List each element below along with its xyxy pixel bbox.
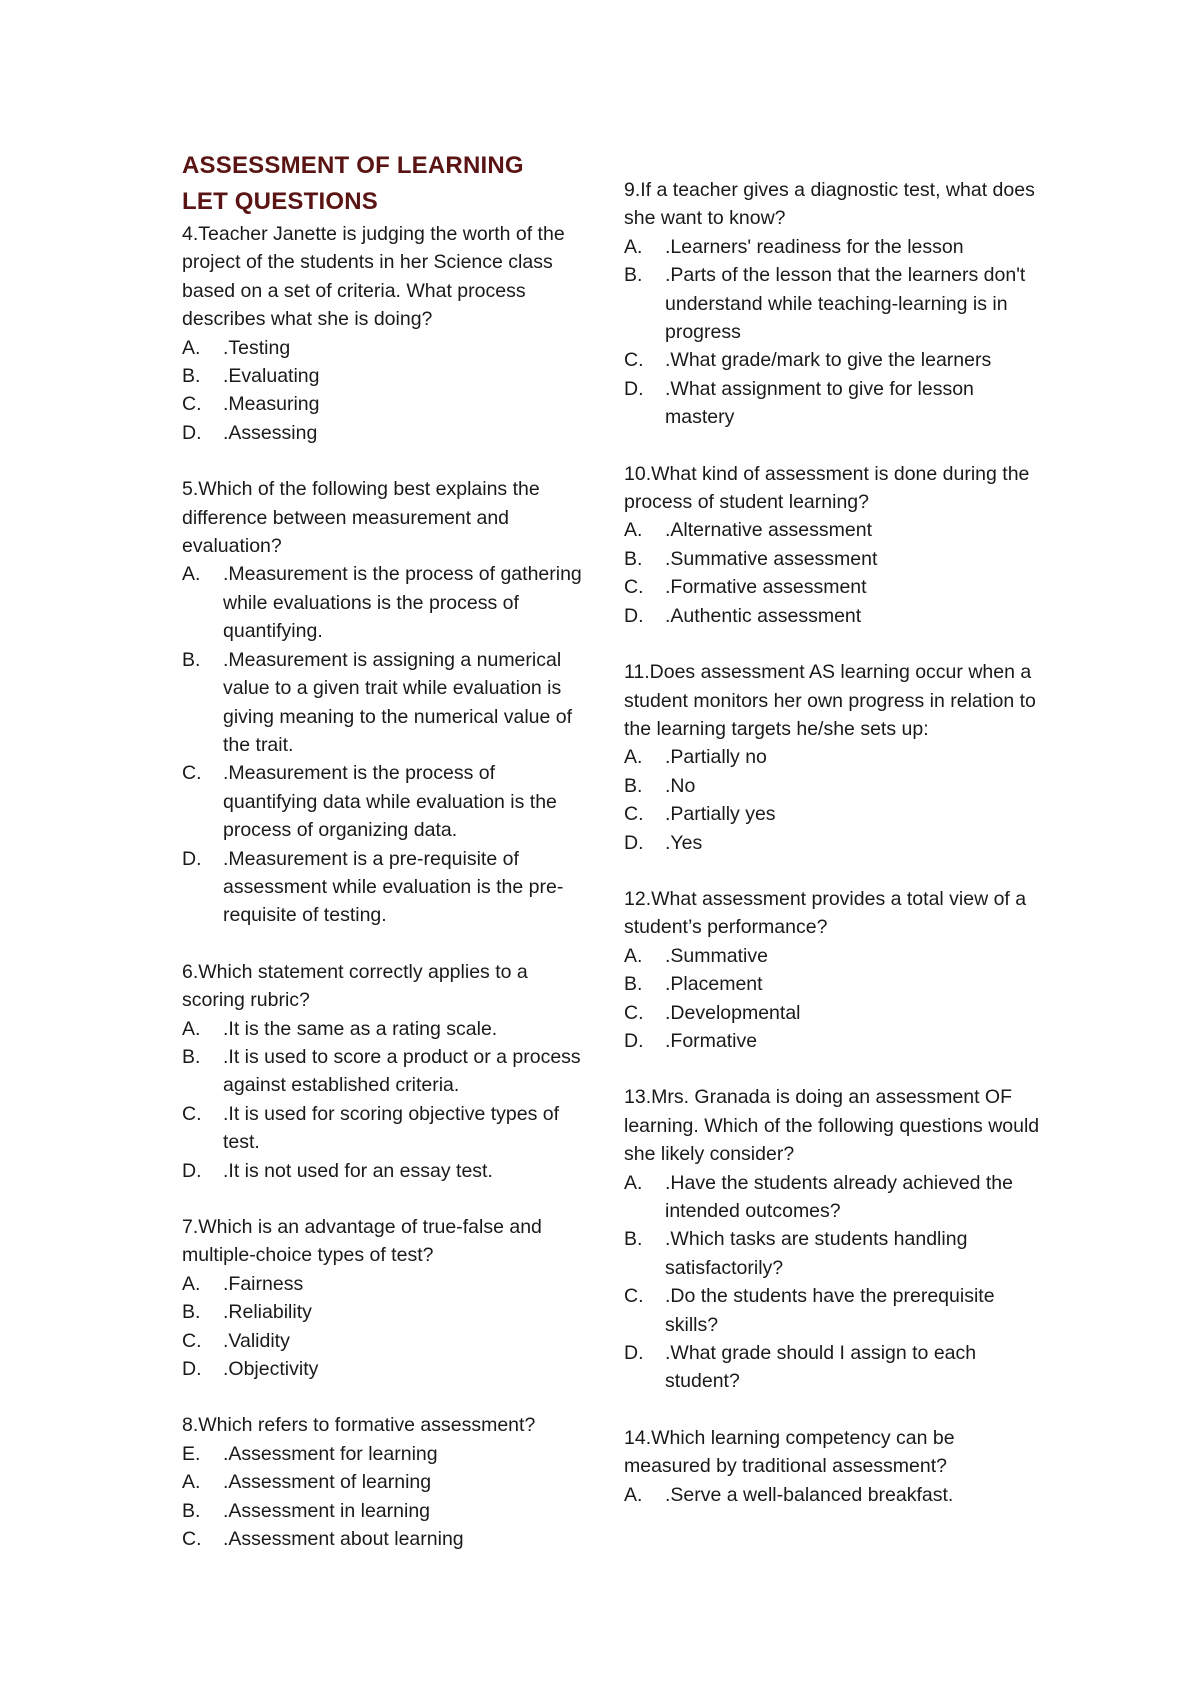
answer-option xyxy=(182,334,582,362)
option-text: .Which tasks are students handling satisfactorily? xyxy=(665,1228,968,1279)
answer-option xyxy=(182,1327,582,1355)
option-letter: C. xyxy=(624,1001,644,1024)
title-line-1: ASSESSMENT OF LEARNING xyxy=(182,152,524,179)
question-stem: 12.What assessment provides a total view of a student’s performance? xyxy=(624,887,1027,939)
option-letter: A. xyxy=(624,1483,643,1506)
question-stem: 10.What kind of assessment is done during the process of student learning? xyxy=(624,462,1030,514)
answer-option xyxy=(182,845,582,930)
answer-option xyxy=(182,759,582,844)
answer-option xyxy=(182,560,582,645)
option-letter: E. xyxy=(182,1442,201,1465)
answer-options xyxy=(624,516,1044,630)
option-text: .Fairness xyxy=(223,1272,304,1295)
option-letter: B. xyxy=(624,547,643,570)
answer-options xyxy=(624,942,1044,1056)
option-letter: C. xyxy=(182,762,202,785)
answer-option xyxy=(182,419,582,447)
option-text: .Assessment about learning xyxy=(223,1528,464,1551)
option-text: .Validity xyxy=(223,1329,290,1352)
option-letter: A. xyxy=(624,235,643,258)
option-text: .What grade should I assign to each student? xyxy=(665,1342,977,1393)
option-letter: B. xyxy=(182,648,201,671)
option-letter: C. xyxy=(182,393,202,416)
answer-option xyxy=(182,1100,582,1157)
option-text: .Do the students have the prerequisite skills? xyxy=(665,1285,995,1336)
answer-option xyxy=(624,233,1044,261)
question-stem: 8.Which refers to formative assessment? xyxy=(182,1414,536,1437)
option-letter: C. xyxy=(182,1102,202,1125)
option-letter: C. xyxy=(624,803,644,826)
answer-option xyxy=(624,942,1044,970)
question-block xyxy=(624,460,1044,630)
option-text: .Formative xyxy=(665,1029,758,1052)
question-stem: 6.Which statement correctly applies to a scoring rubric? xyxy=(182,960,528,1012)
option-text: .Testing xyxy=(223,336,291,359)
option-text: .Measurement is assigning a numerical value to a given trait while evaluation is giving meaning to the numerical value of the trait. xyxy=(223,648,573,756)
question-block xyxy=(624,1424,1044,1509)
question-block xyxy=(624,1083,1044,1395)
option-text: .Authentic assessment xyxy=(665,604,862,627)
option-letter: D. xyxy=(182,1159,202,1182)
question-block xyxy=(182,1213,582,1383)
answer-option xyxy=(624,970,1044,998)
answer-option xyxy=(182,1497,582,1525)
option-text: .Partially no xyxy=(665,746,767,769)
option-letter: B. xyxy=(182,365,201,388)
option-text: .Measurement is a pre-requisite of assessment while evaluation is the pre-requisite of testing. xyxy=(223,847,564,927)
answer-option xyxy=(624,602,1044,630)
option-letter: B. xyxy=(624,1228,643,1251)
answer-option xyxy=(182,1043,582,1100)
answer-option xyxy=(624,573,1044,601)
option-letter: C. xyxy=(182,1329,202,1352)
option-letter: B. xyxy=(182,1301,201,1324)
option-text: .Assessing xyxy=(223,421,318,444)
answer-option xyxy=(624,743,1044,771)
option-text: .Serve a well-balanced breakfast. xyxy=(665,1483,954,1506)
question-block xyxy=(182,220,582,447)
option-text: .Summative assessment xyxy=(665,547,878,570)
option-letter: C. xyxy=(182,1528,202,1551)
question-stem: 11.Does assessment AS learning occur when a student monitors her own progress in relation to the learning targets he/she sets up: xyxy=(624,661,1036,740)
question-block xyxy=(624,176,1044,432)
option-text: .Yes xyxy=(665,831,703,854)
option-text: .Learners' readiness for the lesson xyxy=(665,235,964,258)
option-letter: A. xyxy=(182,1471,201,1494)
answer-option xyxy=(624,1027,1044,1055)
option-text: .Placement xyxy=(665,973,763,996)
answer-options xyxy=(182,1270,582,1384)
option-letter: A. xyxy=(624,519,643,542)
question-stem: 9.If a teacher gives a diagnostic test, what does she want to know? xyxy=(624,179,1035,230)
answer-option xyxy=(624,1481,1044,1509)
option-text: .Assessment in learning xyxy=(223,1499,431,1522)
answer-options xyxy=(624,1481,1044,1509)
answer-option xyxy=(624,1169,1044,1226)
option-text: .Measuring xyxy=(223,393,320,416)
answer-option xyxy=(182,1440,582,1468)
answer-option xyxy=(624,261,1044,346)
option-letter: D. xyxy=(624,377,644,400)
answer-option xyxy=(182,1157,582,1185)
question-block xyxy=(182,958,582,1185)
option-text: .Partially yes xyxy=(665,803,776,826)
option-text: .It is not used for an essay test. xyxy=(223,1159,493,1182)
option-letter: B. xyxy=(182,1045,201,1068)
option-letter: A. xyxy=(624,944,643,967)
answer-option xyxy=(624,829,1044,857)
left-column xyxy=(182,148,582,1581)
question-stem: 5.Which of the following best explains the difference between measurement and evaluation? xyxy=(182,478,540,558)
option-letter: D. xyxy=(624,1342,644,1365)
question-block xyxy=(182,1411,582,1553)
option-letter: B. xyxy=(182,1499,201,1522)
option-letter: D. xyxy=(624,831,644,854)
option-text: .Objectivity xyxy=(223,1358,319,1381)
option-text: .Summative xyxy=(665,944,768,967)
option-letter: D. xyxy=(624,604,644,627)
option-text: .Developmental xyxy=(665,1001,801,1024)
answer-option xyxy=(624,772,1044,800)
question-stem: 4.Teacher Janette is judging the worth of the project of the students in her Science class based on a set of criteria. What process describes what she is doing? xyxy=(182,223,565,331)
answer-option xyxy=(182,1270,582,1298)
answer-option xyxy=(624,346,1044,374)
answer-option xyxy=(182,1468,582,1496)
question-block xyxy=(624,658,1044,857)
option-letter: A. xyxy=(182,563,201,586)
option-letter: A. xyxy=(182,1017,201,1040)
option-letter: D. xyxy=(624,1029,644,1052)
option-text: .What grade/mark to give the learners xyxy=(665,349,992,372)
answer-option xyxy=(624,800,1044,828)
answer-options xyxy=(624,743,1044,857)
option-text: .Assessment for learning xyxy=(223,1442,438,1465)
option-letter: D. xyxy=(182,1358,202,1381)
answer-options xyxy=(182,560,582,929)
option-text: .No xyxy=(665,774,696,797)
question-block xyxy=(624,885,1044,1055)
answer-options xyxy=(624,233,1044,432)
answer-options xyxy=(182,1015,582,1185)
answer-option xyxy=(624,1282,1044,1339)
left-question-list xyxy=(182,220,582,1553)
answer-options xyxy=(182,1440,582,1554)
question-stem: 7.Which is an advantage of true-false and multiple-choice types of test? xyxy=(182,1216,542,1267)
option-letter: A. xyxy=(624,1171,643,1194)
option-text: .Formative assessment xyxy=(665,576,867,599)
option-text: .Have the students already achieved the intended outcomes? xyxy=(665,1171,1013,1222)
option-text: .What assignment to give for lesson mastery xyxy=(665,377,974,429)
answer-options xyxy=(624,1169,1044,1396)
option-text: .It is used for scoring objective types of test. xyxy=(223,1102,559,1154)
answer-option xyxy=(624,1339,1044,1396)
option-letter: B. xyxy=(624,973,643,996)
option-text: .Measurement is the process of gathering while evaluations is the process of quantifying. xyxy=(223,563,582,643)
answer-option xyxy=(624,516,1044,544)
answer-option xyxy=(182,390,582,418)
option-letter: B. xyxy=(624,774,643,797)
title-line-2: LET QUESTIONS xyxy=(182,188,378,215)
question-block xyxy=(182,475,582,930)
answer-option xyxy=(182,646,582,760)
answer-option xyxy=(182,362,582,390)
answer-option xyxy=(182,1015,582,1043)
option-letter: C. xyxy=(624,349,644,372)
answer-options xyxy=(182,334,582,448)
option-text: .Parts of the lesson that the learners don't understand while teaching-learning is in progress xyxy=(665,264,1026,344)
answer-option xyxy=(182,1355,582,1383)
option-text: .It is used to score a product or a process against established criteria. xyxy=(223,1045,581,1097)
option-letter: B. xyxy=(624,264,643,287)
question-stem: 14.Which learning competency can be measured by traditional assessment? xyxy=(624,1426,955,1478)
option-letter: C. xyxy=(624,1285,644,1308)
answer-option xyxy=(182,1298,582,1326)
option-text: .It is the same as a rating scale. xyxy=(223,1017,498,1040)
right-column xyxy=(624,176,1044,1537)
option-letter: D. xyxy=(182,847,202,870)
option-letter: A. xyxy=(182,336,201,359)
option-letter: A. xyxy=(182,1272,201,1295)
question-stem: 13.Mrs. Granada is doing an assessment OF learning. Which of the following questions would she likely consider? xyxy=(624,1086,1040,1166)
document-title xyxy=(182,148,582,220)
answer-option xyxy=(624,1225,1044,1282)
option-letter: D. xyxy=(182,421,202,444)
option-text: .Alternative assessment xyxy=(665,519,873,542)
option-text: .Assessment of learning xyxy=(223,1471,432,1494)
answer-option xyxy=(624,545,1044,573)
option-text: .Reliability xyxy=(223,1301,312,1324)
answer-option xyxy=(624,999,1044,1027)
answer-option xyxy=(182,1525,582,1553)
answer-option xyxy=(624,375,1044,432)
option-text: .Evaluating xyxy=(223,365,320,388)
right-question-list xyxy=(624,176,1044,1509)
option-letter: C. xyxy=(624,576,644,599)
option-text: .Measurement is the process of quantifying data while evaluation is the process of organizing data. xyxy=(223,762,557,842)
option-letter: A. xyxy=(624,746,643,769)
